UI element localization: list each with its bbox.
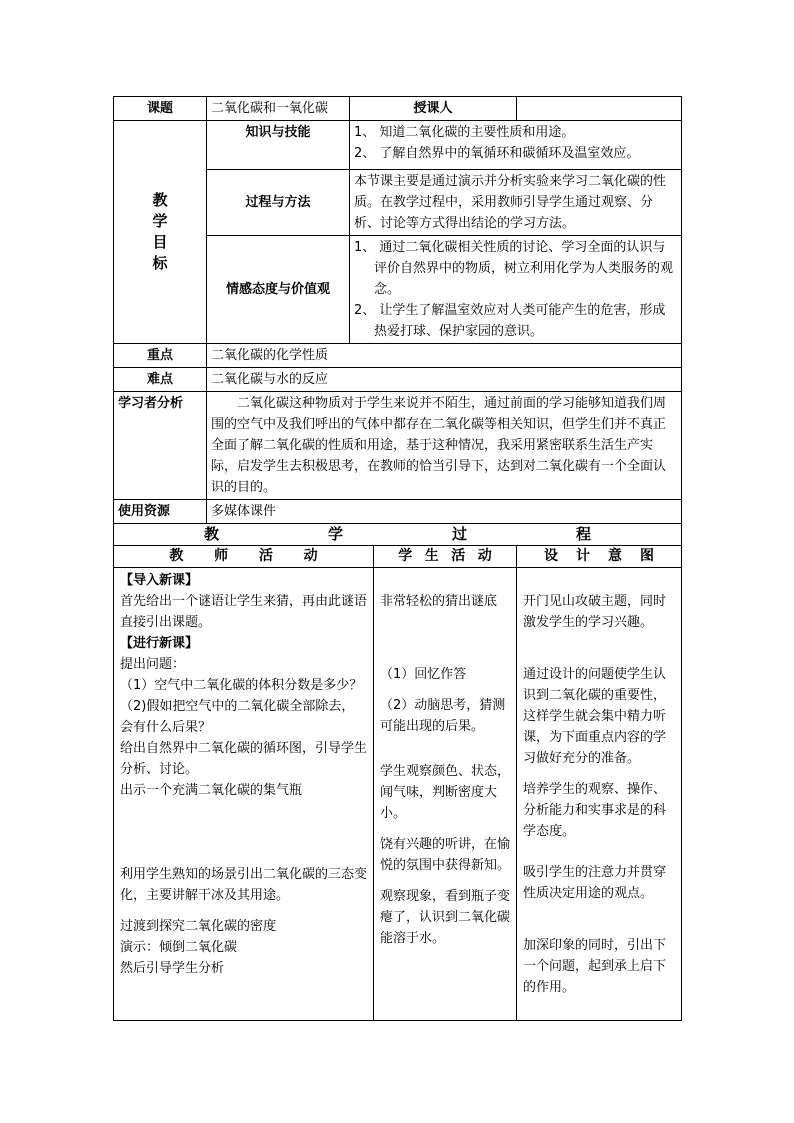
process-title-row	[114, 524, 682, 546]
process-content: 本节课主要是通过演示并分析实验来学习二氧化碳的性质。在教学过程中，采用教师引导学生通过观察、分析、讨论等方式得出结论的学习方法。	[350, 170, 682, 236]
design-intent-text: 培养学生的观察、操作、分析能力和实事求是的科学态度。	[523, 782, 667, 839]
emotion-label: 情感态度与价值观	[207, 236, 350, 344]
teacher-activity-text: 然后引导学生分析	[120, 961, 225, 976]
student-activity-text: （2）动脑思考，猜测可能出现的后果。	[380, 698, 506, 734]
section-new-lesson: 【进行新课】	[120, 636, 199, 651]
emotion-item: 1、 通过二氧化碳相关性质的讨论、学习全面的认识与评价自然界中的物质，树立利用化学为人类服务的观念。	[354, 240, 674, 297]
key-point-row	[114, 344, 682, 368]
teacher-activity-text: 首先给出一个谜语让学生来猜，再由此谜语直接引出课题。	[120, 594, 368, 630]
learner-row	[114, 392, 682, 500]
student-activity-text: 观察现象，看到瓶子变瘪了，认识到二氧化碳能溶于水。	[380, 889, 511, 946]
design-intents	[517, 568, 682, 1021]
teacher-activity-text: （2)假如把空气中的二氧化碳全部除去，会有什么后果？	[120, 699, 355, 735]
student-activity-text: （1）回忆作答	[380, 667, 467, 682]
knowledge-content	[350, 121, 682, 170]
design-intent-text: 吸引学生的注意力并贯穿性质决定用途的观点。	[523, 865, 667, 901]
student-activity-text: 非常轻松的猜出谜底	[380, 594, 498, 609]
resources-label: 使用资源	[114, 500, 207, 524]
difficulty-label: 难点	[114, 368, 207, 392]
teacher-activity-text: 出示一个充满二氧化碳的集气瓶	[120, 783, 303, 798]
teacher-activity-text: 利用学生熟知的场景引出二氧化碳的三态变化，主要讲解干冰及其用途。	[120, 867, 368, 903]
topic-value: 二氧化碳和一氧化碳	[207, 97, 350, 121]
difficulty-row	[114, 368, 682, 392]
teacher-activity-text: 提出问题：	[120, 657, 186, 672]
process-title: 教 学 过 程	[114, 524, 682, 546]
topic-label: 课题	[114, 97, 207, 121]
teacher-activity-text: （1）空气中二氧化碳的体积分数是多少？	[120, 678, 363, 693]
student-activity-text: 饶有兴趣的听讲，在愉悦的氛围中获得新知。	[380, 837, 511, 873]
knowledge-label: 知识与技能	[207, 121, 350, 170]
process-label: 过程与方法	[207, 170, 350, 236]
teacher-activity-text: 给出自然界中二氧化碳的循环图，引导学生分析、讨论。	[120, 741, 368, 777]
col-student-activity: 学 生 活 动	[374, 546, 517, 568]
knowledge-item: 1、 知道二氧化碳的主要性质和用途。	[354, 125, 575, 140]
design-intent-text: 开门见山攻破主题，同时激发学生的学习兴趣。	[523, 594, 667, 630]
goals-label: 教 学 目 标	[114, 121, 207, 344]
topic-row	[114, 97, 682, 121]
column-header-row	[114, 546, 682, 568]
key-point-value: 二氧化碳的化学性质	[207, 344, 682, 368]
goal-knowledge-row	[114, 121, 682, 170]
design-intent-text: 加深印象的同时，引出下一个问题，起到承上启下的作用。	[523, 938, 667, 995]
design-intent-text: 通过设计的问题使学生认识到二氧化碳的重要性，这样学生就会集中精力听课，为下面重点内容的学习做好充分的准备。	[523, 667, 667, 766]
teacher-activity-text: 演示：倾倒二氧化碳	[120, 940, 238, 955]
knowledge-item: 2、 了解自然界中的氧循环和碳循环及温室效应。	[354, 146, 640, 161]
key-point-label: 重点	[114, 344, 207, 368]
activity-body-row	[114, 568, 682, 1021]
col-teacher-activity: 教 师 活 动	[114, 546, 374, 568]
student-activities	[374, 568, 517, 1021]
difficulty-value: 二氧化碳与水的反应	[207, 368, 682, 392]
teacher-value	[517, 97, 682, 121]
lesson-plan-table	[113, 96, 682, 1021]
teacher-activities	[114, 568, 374, 1021]
col-design-intent: 设 计 意 图	[517, 546, 682, 568]
student-activity-text: 学生观察颜色、状态，闻气味，判断密度大小。	[380, 764, 511, 821]
learner-label: 学习者分析	[114, 392, 207, 500]
resources-row	[114, 500, 682, 524]
emotion-item: 2、 让学生了解温室效应对人类可能产生的危害，形成热爱打球、保护家园的意识。	[354, 303, 666, 339]
teacher-activity-text: 过渡到探究二氧化碳的密度	[120, 919, 277, 934]
lesson-plan-table-wrapper	[113, 96, 681, 1021]
learner-text: 二氧化碳这种物质对于学生来说并不陌生，通过前面的学习能够知道我们周围的空气中及我们呼出的气体中都存在二氧化碳等相关知识，但学生们并不真正全面了解二氧化碳的性质和用途，基于这种情况，我采用紧密联系生活生产实际，启发学生去积极思考，在教师的恰当引导下，达到对二氧化碳有一个全面认识的目的。	[207, 392, 682, 500]
emotion-content	[350, 236, 682, 344]
section-new-lesson-intro: 【导入新课】	[120, 573, 199, 588]
resources-value: 多媒体课件	[207, 500, 682, 524]
teacher-label: 授课人	[350, 97, 517, 121]
